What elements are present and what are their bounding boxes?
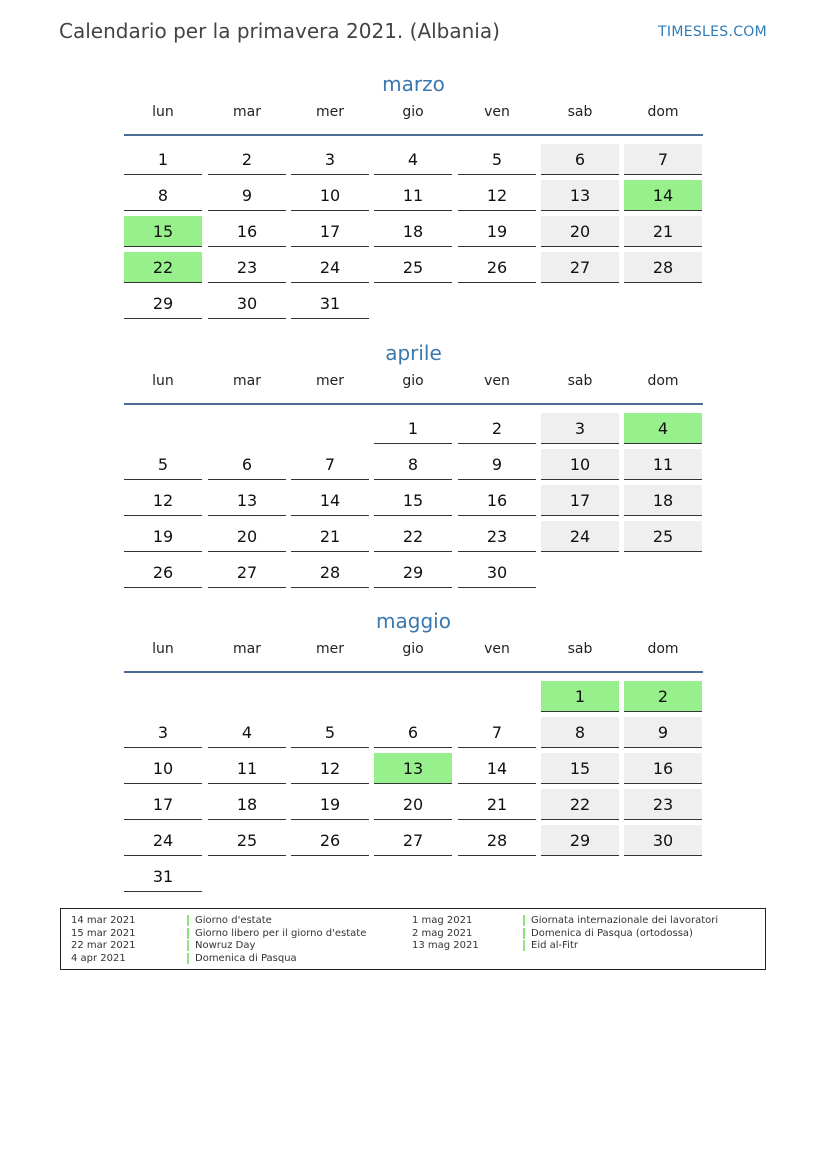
day-cell[interactable]: 20 xyxy=(541,216,619,247)
day-cell[interactable]: 4 xyxy=(208,717,286,748)
legend-date: 22 mar 2021 xyxy=(71,940,136,952)
day-cell[interactable]: 28 xyxy=(291,557,369,588)
day-cell[interactable]: 13 xyxy=(541,180,619,211)
legend-date: 2 mag 2021 xyxy=(412,927,473,939)
day-cell[interactable]: 11 xyxy=(624,449,702,480)
weekday-label: mar xyxy=(233,104,261,120)
weekday-label: ven xyxy=(484,373,510,389)
day-cell[interactable]: 29 xyxy=(541,825,619,856)
day-cell[interactable]: 4 xyxy=(624,413,702,444)
weekday-label: ven xyxy=(484,641,510,657)
legend-holiday-name: Domenica di Pasqua xyxy=(195,953,297,965)
day-cell[interactable]: 31 xyxy=(291,288,369,319)
header-separator xyxy=(124,134,703,136)
day-cell[interactable]: 5 xyxy=(291,717,369,748)
legend-holiday-name: Giornata internazionale dei lavoratori xyxy=(531,915,719,926)
weekday-label: mar xyxy=(233,373,261,389)
day-cell[interactable]: 7 xyxy=(291,449,369,480)
day-cell[interactable]: 23 xyxy=(208,252,286,283)
day-cell[interactable]: 25 xyxy=(624,521,702,552)
day-cell[interactable]: 12 xyxy=(458,180,536,211)
day-cell[interactable]: 15 xyxy=(541,753,619,784)
legend-date: 14 mar 2021 xyxy=(71,915,136,926)
brand-logo-text[interactable]: TIMESLES.COM xyxy=(658,24,767,40)
day-cell[interactable]: 18 xyxy=(624,485,702,516)
day-cell[interactable]: 22 xyxy=(541,789,619,820)
day-cell[interactable]: 27 xyxy=(374,825,452,856)
weekday-label: lun xyxy=(152,373,174,389)
day-cell[interactable]: 8 xyxy=(541,717,619,748)
day-cell[interactable]: 15 xyxy=(124,216,202,247)
day-cell[interactable]: 27 xyxy=(541,252,619,283)
day-cell[interactable]: 3 xyxy=(124,717,202,748)
header-separator xyxy=(124,403,703,405)
weekday-label: mer xyxy=(315,104,344,120)
day-cell[interactable]: 29 xyxy=(374,557,452,588)
weekday-header xyxy=(124,367,703,403)
day-cell[interactable]: 10 xyxy=(124,753,202,784)
weekday-label: lun xyxy=(152,641,174,657)
day-cell[interactable]: 11 xyxy=(208,753,286,784)
legend-color-marker xyxy=(187,953,189,964)
weekday-label: lun xyxy=(152,104,174,120)
day-cell[interactable]: 11 xyxy=(374,180,452,211)
day-cell[interactable]: 9 xyxy=(208,180,286,211)
day-cell[interactable]: 24 xyxy=(291,252,369,283)
day-cell[interactable]: 8 xyxy=(374,449,452,480)
weekday-header xyxy=(124,635,703,671)
weekday-label: dom xyxy=(647,104,679,120)
day-cell[interactable]: 30 xyxy=(208,288,286,319)
day-cell[interactable]: 16 xyxy=(458,485,536,516)
day-cell[interactable]: 22 xyxy=(374,521,452,552)
day-cell[interactable]: 21 xyxy=(291,521,369,552)
weekday-label: sab xyxy=(567,641,593,657)
day-cell[interactable]: 29 xyxy=(124,288,202,319)
day-cell[interactable]: 1 xyxy=(374,413,452,444)
legend-item xyxy=(61,952,765,965)
day-cell[interactable]: 19 xyxy=(124,521,202,552)
day-cell[interactable]: 4 xyxy=(374,144,452,175)
day-cell[interactable]: 23 xyxy=(624,789,702,820)
weekday-label: gio xyxy=(402,373,424,389)
day-cell[interactable]: 13 xyxy=(374,753,452,784)
day-cell[interactable]: 12 xyxy=(124,485,202,516)
legend-item xyxy=(61,939,765,952)
day-cell[interactable]: 26 xyxy=(291,825,369,856)
legend-color-marker xyxy=(523,915,525,926)
day-cell[interactable]: 15 xyxy=(374,485,452,516)
legend-date: 15 mar 2021 xyxy=(71,927,136,939)
day-cell[interactable]: 28 xyxy=(458,825,536,856)
day-cell[interactable]: 1 xyxy=(541,681,619,712)
day-cell[interactable]: 3 xyxy=(541,413,619,444)
holiday-legend xyxy=(60,908,766,970)
day-cell[interactable]: 16 xyxy=(208,216,286,247)
legend-holiday-name: Giorno d'estate xyxy=(195,915,272,926)
day-cell[interactable]: 13 xyxy=(208,485,286,516)
day-cell[interactable]: 19 xyxy=(291,789,369,820)
weekday-label: dom xyxy=(647,641,679,657)
day-cell[interactable]: 7 xyxy=(624,144,702,175)
day-cell[interactable]: 24 xyxy=(541,521,619,552)
day-cell[interactable]: 23 xyxy=(458,521,536,552)
day-cell[interactable]: 26 xyxy=(124,557,202,588)
day-cell[interactable]: 14 xyxy=(624,180,702,211)
day-cell[interactable]: 31 xyxy=(124,861,202,892)
day-cell[interactable]: 10 xyxy=(291,180,369,211)
day-cell[interactable]: 1 xyxy=(124,144,202,175)
day-cell[interactable]: 7 xyxy=(458,717,536,748)
weekday-label: gio xyxy=(402,104,424,120)
day-cell[interactable]: 30 xyxy=(458,557,536,588)
day-cell[interactable]: 18 xyxy=(208,789,286,820)
day-cell[interactable]: 2 xyxy=(208,144,286,175)
day-cell[interactable]: 17 xyxy=(291,216,369,247)
legend-date: 1 mag 2021 xyxy=(412,915,473,926)
month-aprile xyxy=(124,339,703,582)
day-cell[interactable]: 3 xyxy=(291,144,369,175)
legend-holiday-name: Domenica di Pasqua (ortodossa) xyxy=(531,927,693,939)
day-cell[interactable]: 6 xyxy=(208,449,286,480)
day-cell[interactable]: 27 xyxy=(208,557,286,588)
day-cell[interactable]: 9 xyxy=(624,717,702,748)
legend-date: 4 apr 2021 xyxy=(71,953,126,965)
legend-item xyxy=(61,927,765,940)
weekday-header xyxy=(124,98,703,134)
page-title: Calendario per la primavera 2021. (Albania) xyxy=(59,19,500,43)
legend-holiday-name: Giorno libero per il giorno d'estate xyxy=(195,927,367,939)
day-cell[interactable]: 6 xyxy=(541,144,619,175)
weekday-label: mar xyxy=(233,641,261,657)
weekday-label: gio xyxy=(402,641,424,657)
day-cell[interactable]: 26 xyxy=(458,252,536,283)
weekday-label: mer xyxy=(315,373,344,389)
legend-color-marker xyxy=(523,940,525,951)
day-cell[interactable]: 20 xyxy=(208,521,286,552)
day-cell[interactable]: 25 xyxy=(208,825,286,856)
day-cell[interactable]: 9 xyxy=(458,449,536,480)
day-cell[interactable]: 22 xyxy=(124,252,202,283)
day-cell[interactable]: 17 xyxy=(124,789,202,820)
day-cell[interactable]: 2 xyxy=(624,681,702,712)
month-maggio xyxy=(124,607,703,886)
day-cell[interactable]: 14 xyxy=(291,485,369,516)
legend-item xyxy=(61,914,765,927)
day-cell[interactable]: 2 xyxy=(458,413,536,444)
legend-holiday-name: Eid al-Fitr xyxy=(531,940,578,952)
day-cell[interactable]: 25 xyxy=(374,252,452,283)
day-cell[interactable]: 5 xyxy=(124,449,202,480)
day-cell[interactable]: 30 xyxy=(624,825,702,856)
weekday-label: sab xyxy=(567,104,593,120)
weekday-label: dom xyxy=(647,373,679,389)
legend-holiday-name: Nowruz Day xyxy=(195,940,256,952)
day-cell[interactable]: 12 xyxy=(291,753,369,784)
day-cell[interactable]: 6 xyxy=(374,717,452,748)
day-cell[interactable]: 21 xyxy=(624,216,702,247)
day-cell[interactable]: 8 xyxy=(124,180,202,211)
legend-color-marker xyxy=(523,928,525,939)
month-marzo xyxy=(124,70,703,313)
header-separator xyxy=(124,671,703,673)
day-cell[interactable]: 18 xyxy=(374,216,452,247)
day-cell[interactable]: 20 xyxy=(374,789,452,820)
month-title: maggio xyxy=(376,609,451,633)
day-cell[interactable]: 14 xyxy=(458,753,536,784)
weekday-label: sab xyxy=(567,373,593,389)
day-cell[interactable]: 5 xyxy=(458,144,536,175)
day-cell[interactable]: 21 xyxy=(458,789,536,820)
day-cell[interactable]: 17 xyxy=(541,485,619,516)
weekday-label: ven xyxy=(484,104,510,120)
legend-date: 13 mag 2021 xyxy=(412,940,479,952)
day-cell[interactable]: 19 xyxy=(458,216,536,247)
day-cell[interactable]: 16 xyxy=(624,753,702,784)
weekday-label: mer xyxy=(315,641,344,657)
day-cell[interactable]: 10 xyxy=(541,449,619,480)
day-cell[interactable]: 28 xyxy=(624,252,702,283)
month-title: marzo xyxy=(382,72,445,96)
day-cell[interactable]: 24 xyxy=(124,825,202,856)
month-title: aprile xyxy=(385,341,442,365)
